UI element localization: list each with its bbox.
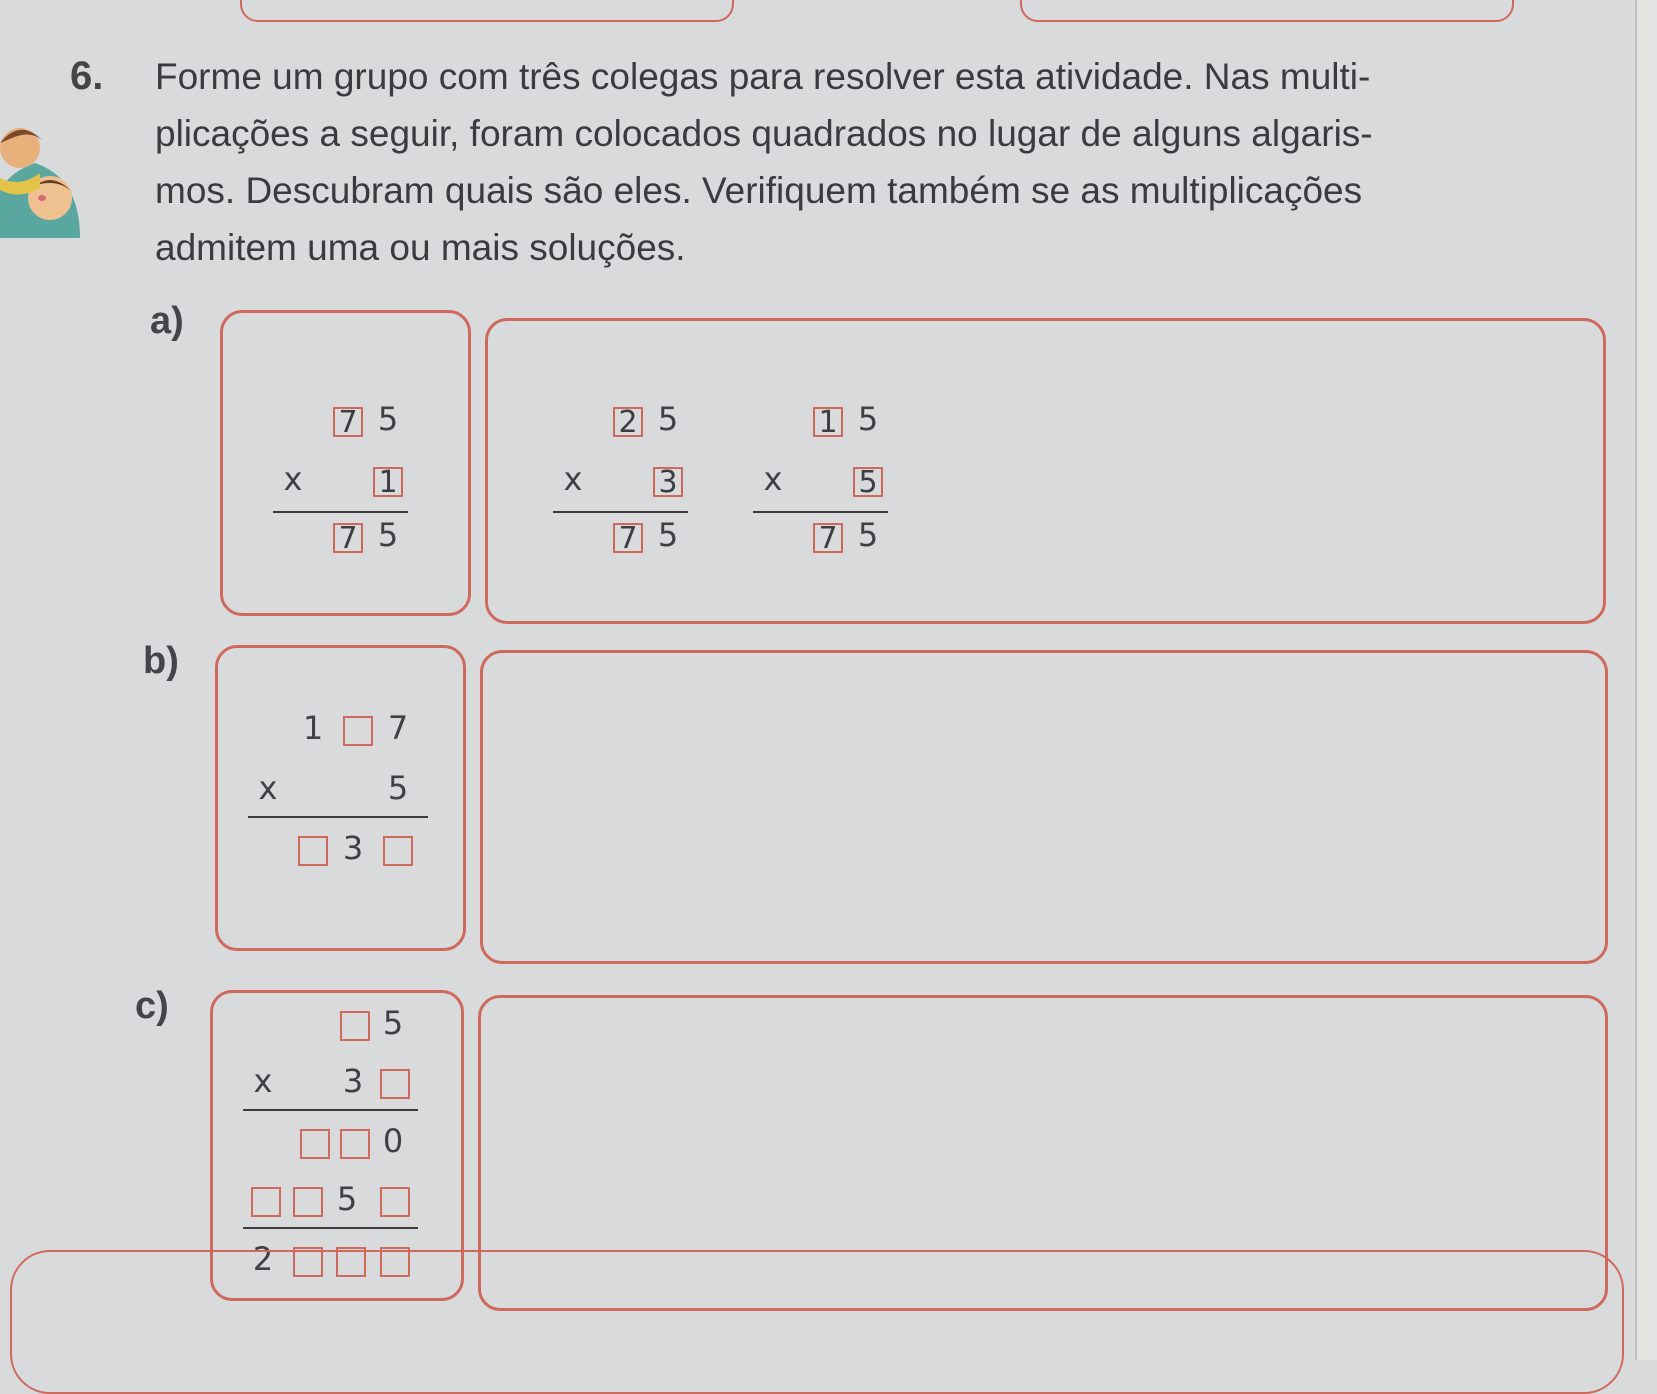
- sum-line: [553, 511, 688, 513]
- digit-box: [340, 1129, 370, 1159]
- statement-line-4: admitem uma ou mais soluções.: [155, 227, 686, 268]
- digit: 5: [858, 465, 878, 500]
- digit: 5: [377, 400, 399, 438]
- digit-box: [340, 1011, 370, 1041]
- digit-box: [380, 1069, 410, 1099]
- item-a-label: a): [150, 300, 184, 342]
- sum-line: [243, 1109, 418, 1111]
- digit: 1: [378, 465, 398, 500]
- digit: 3: [342, 1062, 364, 1100]
- multiply-sign: x: [283, 460, 303, 498]
- digit-box: [251, 1187, 281, 1217]
- digit: 5: [657, 400, 679, 438]
- digit-box: [333, 521, 363, 556]
- digit-box: [333, 405, 363, 440]
- statement-line-1: Forme um grupo com três colegas para resolver esta atividade. Nas multi-: [155, 56, 1371, 97]
- sum-line: [753, 511, 888, 513]
- sum-line: [243, 1227, 418, 1229]
- page-edge: [1635, 0, 1657, 1360]
- digit: 3: [342, 829, 364, 867]
- item-a-answer-2: [753, 399, 903, 556]
- digit: 5: [857, 516, 879, 554]
- digit: 1: [818, 405, 838, 440]
- digit-box: [298, 836, 328, 866]
- digit: 7: [818, 521, 838, 556]
- multiply-sign: x: [763, 460, 783, 498]
- digit: 5: [336, 1180, 358, 1218]
- digit-box: [373, 465, 403, 500]
- digit: 0: [382, 1122, 404, 1160]
- item-a-multiplication: [273, 399, 423, 556]
- question-number: 6.: [70, 54, 104, 98]
- digit: 3: [658, 465, 678, 500]
- digit: 5: [377, 516, 399, 554]
- group-work-icon: [0, 118, 90, 248]
- item-b-multiplication: [248, 708, 438, 878]
- item-b-answer-box: [480, 650, 1608, 964]
- digit: 1: [302, 709, 324, 747]
- item-a-problem-box: [220, 310, 471, 616]
- digit: 5: [857, 400, 879, 438]
- multiply-sign: x: [258, 769, 278, 807]
- item-a-answer-1: [553, 399, 703, 556]
- digit-box: [613, 521, 643, 556]
- digit: 7: [338, 405, 358, 440]
- statement-line-2: plicações a seguir, foram colocados quadrados no lugar de alguns algaris-: [155, 113, 1373, 154]
- digit: 7: [618, 521, 638, 556]
- item-b-problem-box: [215, 645, 466, 951]
- item-c-multiplication: [243, 1001, 433, 1291]
- sum-line: [248, 816, 428, 818]
- page-bottom-frame: [10, 1250, 1624, 1394]
- digit: 2: [618, 405, 638, 440]
- digit-box: [300, 1129, 330, 1159]
- item-c-label: c): [135, 985, 169, 1027]
- digit: 7: [338, 521, 358, 556]
- digit: 2: [252, 1240, 274, 1278]
- multiply-sign: x: [253, 1062, 273, 1100]
- digit-box: [293, 1187, 323, 1217]
- statement-line-3: mos. Descubram quais são eles. Verifiquem também se as multiplicações: [155, 170, 1363, 211]
- sum-line: [273, 511, 408, 513]
- digit-box: [853, 465, 883, 500]
- digit: 5: [382, 1004, 404, 1042]
- multiply-sign: x: [563, 460, 583, 498]
- digit-box: [380, 1187, 410, 1217]
- item-b-label: b): [143, 640, 179, 682]
- item-a-answer-box: [485, 318, 1606, 624]
- digit-box: [813, 405, 843, 440]
- digit-box: [383, 836, 413, 866]
- previous-box-left: [240, 0, 734, 22]
- digit-box: [613, 405, 643, 440]
- digit: 5: [657, 516, 679, 554]
- question-statement: [155, 48, 1615, 276]
- digit: 5: [387, 769, 409, 807]
- digit: 7: [387, 709, 409, 747]
- digit-box: [343, 716, 373, 746]
- previous-box-right: [1020, 0, 1514, 22]
- digit-box: [813, 521, 843, 556]
- digit-box: [653, 465, 683, 500]
